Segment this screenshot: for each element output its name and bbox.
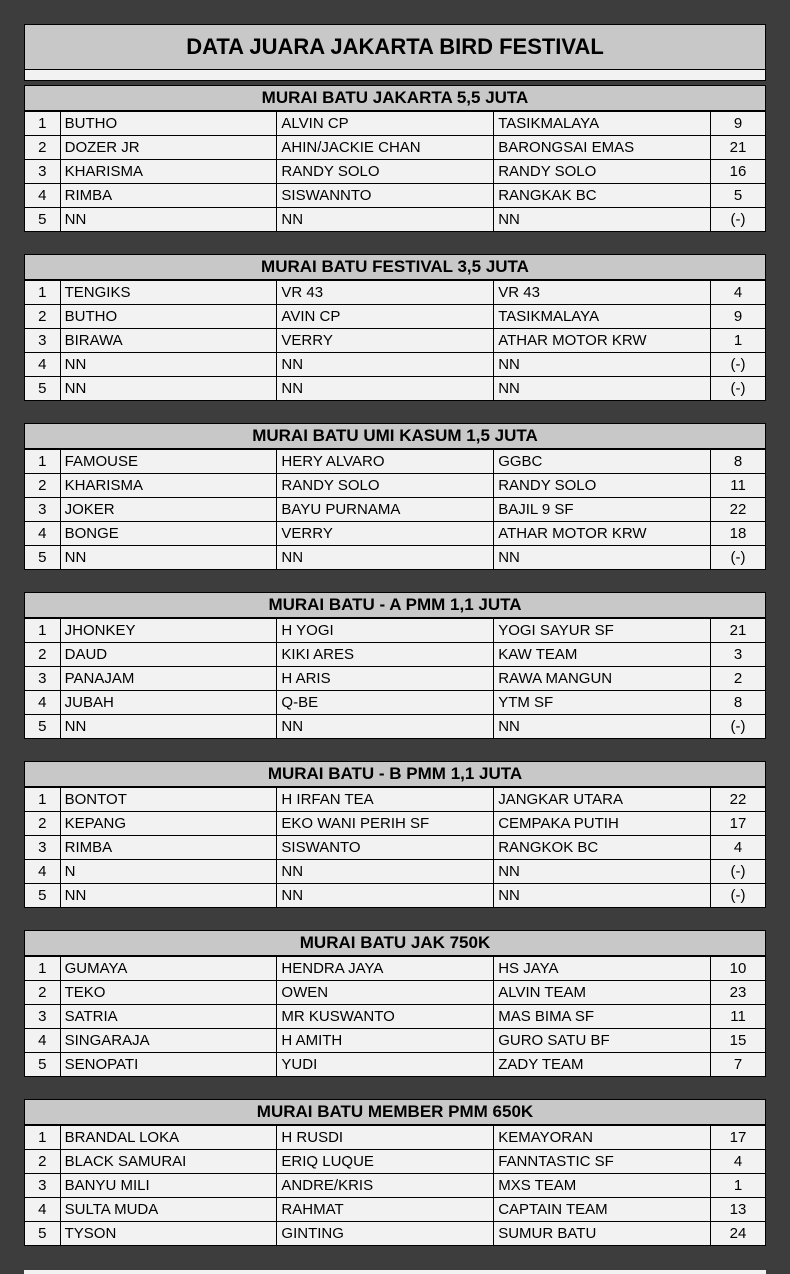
section-heading: MURAI BATU UMI KASUM 1,5 JUTA	[24, 423, 766, 449]
team-cell: NN	[494, 208, 711, 232]
owner-name-cell: NN	[277, 208, 494, 232]
bird-name-cell: BUTHO	[60, 112, 277, 136]
table-row	[25, 184, 766, 208]
results-table	[24, 280, 766, 401]
points-cell: (-)	[711, 208, 766, 232]
points-cell: 16	[711, 160, 766, 184]
points-cell: 4	[711, 1150, 766, 1174]
table-row	[25, 474, 766, 498]
rank-cell: 3	[25, 160, 61, 184]
section-heading: MURAI BATU JAKARTA 5,5 JUTA	[24, 85, 766, 111]
team-cell: NN	[494, 884, 711, 908]
points-cell: 4	[711, 836, 766, 860]
title-spacer	[24, 70, 766, 81]
rank-cell: 1	[25, 957, 61, 981]
table-row	[25, 498, 766, 522]
rank-cell: 3	[25, 667, 61, 691]
table-row	[25, 353, 766, 377]
team-cell: GURO SATU BF	[494, 1029, 711, 1053]
points-cell: 21	[711, 619, 766, 643]
points-cell: 17	[711, 812, 766, 836]
owner-name-cell: KIKI ARES	[277, 643, 494, 667]
table-row	[25, 1174, 766, 1198]
rank-cell: 2	[25, 812, 61, 836]
points-cell: 11	[711, 474, 766, 498]
points-cell: 2	[711, 667, 766, 691]
bird-name-cell: BONGE	[60, 522, 277, 546]
team-cell: NN	[494, 715, 711, 739]
points-cell: 8	[711, 691, 766, 715]
bird-name-cell: BIRAWA	[60, 329, 277, 353]
table-row	[25, 160, 766, 184]
owner-name-cell: SISWANTO	[277, 836, 494, 860]
rank-cell: 1	[25, 1126, 61, 1150]
table-row	[25, 305, 766, 329]
bird-name-cell: SINGARAJA	[60, 1029, 277, 1053]
owner-name-cell: RAHMAT	[277, 1198, 494, 1222]
owner-name-cell: NN	[277, 353, 494, 377]
owner-name-cell: H AMITH	[277, 1029, 494, 1053]
points-cell: 7	[711, 1053, 766, 1077]
table-row	[25, 1126, 766, 1150]
section-heading: MURAI BATU - A PMM 1,1 JUTA	[24, 592, 766, 618]
team-cell: GGBC	[494, 450, 711, 474]
results-table	[24, 449, 766, 570]
rank-cell: 5	[25, 884, 61, 908]
points-cell: (-)	[711, 860, 766, 884]
section-heading: MURAI BATU FESTIVAL 3,5 JUTA	[24, 254, 766, 280]
bottom-edge	[24, 1270, 766, 1274]
owner-name-cell: OWEN	[277, 981, 494, 1005]
points-cell: 9	[711, 305, 766, 329]
table-row	[25, 715, 766, 739]
table-row	[25, 788, 766, 812]
owner-name-cell: MR KUSWANTO	[277, 1005, 494, 1029]
team-cell: KAW TEAM	[494, 643, 711, 667]
bird-name-cell: NN	[60, 353, 277, 377]
owner-name-cell: ERIQ LUQUE	[277, 1150, 494, 1174]
owner-name-cell: SISWANNTO	[277, 184, 494, 208]
team-cell: CAPTAIN TEAM	[494, 1198, 711, 1222]
rank-cell: 3	[25, 1005, 61, 1029]
points-cell: 1	[711, 1174, 766, 1198]
table-row	[25, 884, 766, 908]
rank-cell: 4	[25, 522, 61, 546]
table-row	[25, 546, 766, 570]
rank-cell: 4	[25, 860, 61, 884]
bird-name-cell: TENGIKS	[60, 281, 277, 305]
results-table	[24, 618, 766, 739]
team-cell: TASIKMALAYA	[494, 112, 711, 136]
rank-cell: 2	[25, 474, 61, 498]
owner-name-cell: NN	[277, 860, 494, 884]
rank-cell: 2	[25, 305, 61, 329]
bird-name-cell: DOZER JR	[60, 136, 277, 160]
table-row	[25, 1005, 766, 1029]
owner-name-cell: YUDI	[277, 1053, 494, 1077]
results-sheet	[24, 24, 766, 1246]
bird-name-cell: BONTOT	[60, 788, 277, 812]
owner-name-cell: RANDY SOLO	[277, 160, 494, 184]
owner-name-cell: NN	[277, 715, 494, 739]
team-cell: YOGI SAYUR SF	[494, 619, 711, 643]
rank-cell: 3	[25, 498, 61, 522]
results-section	[24, 85, 766, 232]
team-cell: ATHAR MOTOR KRW	[494, 522, 711, 546]
owner-name-cell: GINTING	[277, 1222, 494, 1246]
points-cell: 21	[711, 136, 766, 160]
table-row	[25, 329, 766, 353]
table-row	[25, 377, 766, 401]
team-cell: ATHAR MOTOR KRW	[494, 329, 711, 353]
rank-cell: 4	[25, 691, 61, 715]
table-row	[25, 643, 766, 667]
team-cell: RANDY SOLO	[494, 160, 711, 184]
rank-cell: 1	[25, 450, 61, 474]
bird-name-cell: BUTHO	[60, 305, 277, 329]
team-cell: BARONGSAI EMAS	[494, 136, 711, 160]
team-cell: RAWA MANGUN	[494, 667, 711, 691]
bird-name-cell: SENOPATI	[60, 1053, 277, 1077]
table-row	[25, 522, 766, 546]
owner-name-cell: H ARIS	[277, 667, 494, 691]
team-cell: RANGKOK BC	[494, 836, 711, 860]
bird-name-cell: RIMBA	[60, 184, 277, 208]
team-cell: NN	[494, 860, 711, 884]
owner-name-cell: HENDRA JAYA	[277, 957, 494, 981]
team-cell: NN	[494, 546, 711, 570]
results-table	[24, 111, 766, 232]
team-cell: JANGKAR UTARA	[494, 788, 711, 812]
bird-name-cell: SATRIA	[60, 1005, 277, 1029]
bird-name-cell: KHARISMA	[60, 474, 277, 498]
bird-name-cell: NN	[60, 884, 277, 908]
table-row	[25, 136, 766, 160]
bird-name-cell: FAMOUSE	[60, 450, 277, 474]
section-heading: MURAI BATU - B PMM 1,1 JUTA	[24, 761, 766, 787]
points-cell: (-)	[711, 546, 766, 570]
bird-name-cell: TEKO	[60, 981, 277, 1005]
points-cell: 9	[711, 112, 766, 136]
bird-name-cell: GUMAYA	[60, 957, 277, 981]
points-cell: (-)	[711, 715, 766, 739]
bird-name-cell: PANAJAM	[60, 667, 277, 691]
table-row	[25, 667, 766, 691]
results-section	[24, 761, 766, 908]
table-row	[25, 812, 766, 836]
owner-name-cell: NN	[277, 377, 494, 401]
results-section	[24, 254, 766, 401]
rank-cell: 4	[25, 1029, 61, 1053]
bird-name-cell: BLACK SAMURAI	[60, 1150, 277, 1174]
rank-cell: 3	[25, 1174, 61, 1198]
owner-name-cell: Q-BE	[277, 691, 494, 715]
bird-name-cell: BANYU MILI	[60, 1174, 277, 1198]
sections-container	[24, 85, 766, 1246]
points-cell: 13	[711, 1198, 766, 1222]
rank-cell: 1	[25, 281, 61, 305]
rank-cell: 2	[25, 136, 61, 160]
table-row	[25, 836, 766, 860]
rank-cell: 2	[25, 1150, 61, 1174]
owner-name-cell: H IRFAN TEA	[277, 788, 494, 812]
table-row	[25, 957, 766, 981]
points-cell: 18	[711, 522, 766, 546]
points-cell: (-)	[711, 377, 766, 401]
bird-name-cell: RIMBA	[60, 836, 277, 860]
owner-name-cell: VERRY	[277, 522, 494, 546]
bird-name-cell: NN	[60, 715, 277, 739]
rank-cell: 5	[25, 377, 61, 401]
rank-cell: 1	[25, 112, 61, 136]
table-row	[25, 1029, 766, 1053]
team-cell: BAJIL 9 SF	[494, 498, 711, 522]
bird-name-cell: JUBAH	[60, 691, 277, 715]
owner-name-cell: AHIN/JACKIE CHAN	[277, 136, 494, 160]
points-cell: 22	[711, 788, 766, 812]
team-cell: MAS BIMA SF	[494, 1005, 711, 1029]
bird-name-cell: JHONKEY	[60, 619, 277, 643]
table-row	[25, 1222, 766, 1246]
team-cell: TASIKMALAYA	[494, 305, 711, 329]
table-row	[25, 281, 766, 305]
team-cell: RANGKAK BC	[494, 184, 711, 208]
table-row	[25, 981, 766, 1005]
points-cell: (-)	[711, 353, 766, 377]
owner-name-cell: BAYU PURNAMA	[277, 498, 494, 522]
owner-name-cell: ANDRE/KRIS	[277, 1174, 494, 1198]
table-row	[25, 208, 766, 232]
points-cell: 23	[711, 981, 766, 1005]
bird-name-cell: BRANDAL LOKA	[60, 1126, 277, 1150]
points-cell: 3	[711, 643, 766, 667]
team-cell: ALVIN TEAM	[494, 981, 711, 1005]
rank-cell: 2	[25, 643, 61, 667]
bird-name-cell: TYSON	[60, 1222, 277, 1246]
owner-name-cell: NN	[277, 884, 494, 908]
rank-cell: 4	[25, 353, 61, 377]
team-cell: NN	[494, 377, 711, 401]
section-heading: MURAI BATU JAK 750K	[24, 930, 766, 956]
team-cell: NN	[494, 353, 711, 377]
results-section	[24, 592, 766, 739]
table-row	[25, 112, 766, 136]
points-cell: 8	[711, 450, 766, 474]
table-row	[25, 619, 766, 643]
team-cell: SUMUR BATU	[494, 1222, 711, 1246]
owner-name-cell: NN	[277, 546, 494, 570]
owner-name-cell: VERRY	[277, 329, 494, 353]
rank-cell: 1	[25, 788, 61, 812]
points-cell: (-)	[711, 884, 766, 908]
team-cell: RANDY SOLO	[494, 474, 711, 498]
bird-name-cell: NN	[60, 546, 277, 570]
owner-name-cell: EKO WANI PERIH SF	[277, 812, 494, 836]
bird-name-cell: N	[60, 860, 277, 884]
team-cell: MXS TEAM	[494, 1174, 711, 1198]
team-cell: ZADY TEAM	[494, 1053, 711, 1077]
results-table	[24, 956, 766, 1077]
table-row	[25, 860, 766, 884]
rank-cell: 5	[25, 1222, 61, 1246]
table-row	[25, 691, 766, 715]
results-table	[24, 1125, 766, 1246]
points-cell: 17	[711, 1126, 766, 1150]
team-cell: KEMAYORAN	[494, 1126, 711, 1150]
owner-name-cell: H RUSDI	[277, 1126, 494, 1150]
bird-name-cell: SULTA MUDA	[60, 1198, 277, 1222]
owner-name-cell: VR 43	[277, 281, 494, 305]
table-row	[25, 1198, 766, 1222]
results-section	[24, 423, 766, 570]
team-cell: FANNTASTIC SF	[494, 1150, 711, 1174]
bird-name-cell: KHARISMA	[60, 160, 277, 184]
points-cell: 5	[711, 184, 766, 208]
section-heading: MURAI BATU MEMBER PMM 650K	[24, 1099, 766, 1125]
rank-cell: 1	[25, 619, 61, 643]
rank-cell: 5	[25, 1053, 61, 1077]
owner-name-cell: H YOGI	[277, 619, 494, 643]
bird-name-cell: KEPANG	[60, 812, 277, 836]
points-cell: 15	[711, 1029, 766, 1053]
bird-name-cell: DAUD	[60, 643, 277, 667]
bird-name-cell: JOKER	[60, 498, 277, 522]
table-row	[25, 1053, 766, 1077]
rank-cell: 3	[25, 329, 61, 353]
table-row	[25, 450, 766, 474]
owner-name-cell: AVIN CP	[277, 305, 494, 329]
bird-name-cell: NN	[60, 377, 277, 401]
team-cell: YTM SF	[494, 691, 711, 715]
rank-cell: 5	[25, 546, 61, 570]
points-cell: 22	[711, 498, 766, 522]
team-cell: CEMPAKA PUTIH	[494, 812, 711, 836]
points-cell: 1	[711, 329, 766, 353]
team-cell: HS JAYA	[494, 957, 711, 981]
points-cell: 24	[711, 1222, 766, 1246]
rank-cell: 5	[25, 715, 61, 739]
rank-cell: 4	[25, 184, 61, 208]
team-cell: VR 43	[494, 281, 711, 305]
points-cell: 11	[711, 1005, 766, 1029]
owner-name-cell: RANDY SOLO	[277, 474, 494, 498]
rank-cell: 4	[25, 1198, 61, 1222]
points-cell: 4	[711, 281, 766, 305]
table-row	[25, 1150, 766, 1174]
points-cell: 10	[711, 957, 766, 981]
results-section	[24, 930, 766, 1077]
owner-name-cell: HERY ALVARO	[277, 450, 494, 474]
results-table	[24, 787, 766, 908]
owner-name-cell: ALVIN CP	[277, 112, 494, 136]
results-section	[24, 1099, 766, 1246]
page-title: DATA JUARA JAKARTA BIRD FESTIVAL	[24, 24, 766, 70]
rank-cell: 3	[25, 836, 61, 860]
bird-name-cell: NN	[60, 208, 277, 232]
rank-cell: 5	[25, 208, 61, 232]
rank-cell: 2	[25, 981, 61, 1005]
